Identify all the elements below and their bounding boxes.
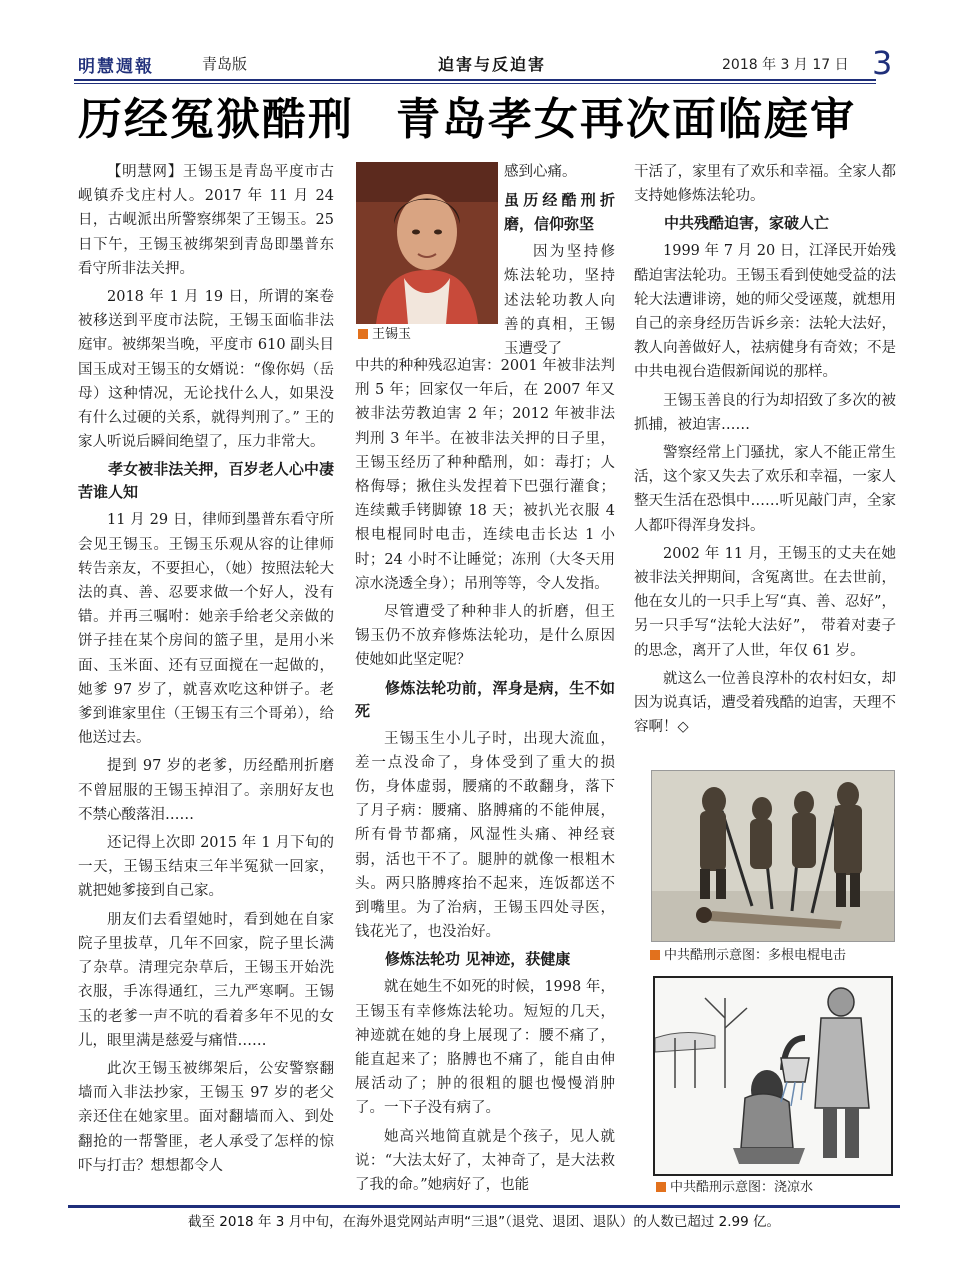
paragraph: 警察经常上门骚扰，家人不能正常生活，这个家又失去了欢乐和幸福，一家人整天生活在恐惧中……听见敲门声，全家人都吓得浑身发抖。 (634, 445, 896, 534)
portrait-image (356, 162, 498, 324)
illustration-1-caption-text: 中共酷刑示意图：多根电棍电击 (664, 948, 847, 963)
torture-illustration-cold-water (653, 976, 893, 1176)
paragraph: 朋友们去看望她时，看到她在自家院子里拔草，几年不回家，院子里长满了杂草。清理完杂草后，王锡玉开始洗衣服，手冻得通红，三九严寒啊。王锡玉的老爹一声不吭的看着多年不见的女儿，眼里满是慈爱与痛惜…… (78, 911, 334, 1049)
subheading: 虽历经酷刑折磨，信仰弥坚 (504, 191, 615, 234)
issue-date: 2018 年 3 月 17 日 (722, 57, 849, 73)
subheading: 中共残酷迫害，家破人亡 (664, 214, 830, 233)
illustration-2-caption (656, 1180, 813, 1196)
paragraph: 2002 年 11 月，王锡玉的丈夫在她被非法关押期间，含冤离世。在去世前，他在女儿的一只手上写“真、善、忍好”，另一只手写“法轮大法好”， 带着对妻子的思念，离开了人世，年仅 61 岁。 (634, 545, 896, 659)
paragraph: 就在她生不如死的时候，1998 年，王锡玉有幸修炼法轮功。短短的几天，神迹就在她的身上展现了：腰不痛了，能直起来了；胳膊也不痛了，能自由伸展活动了；肿的很粗的腿也慢慢消肿了。一下子没有病了。 (355, 979, 615, 1117)
paragraph: 感到心痛。 (504, 164, 577, 180)
page-number: 3 (872, 44, 893, 82)
masthead (78, 44, 900, 82)
subheading: 修炼法轮功 见神迹，获健康 (385, 950, 571, 969)
masthead-rule (74, 79, 876, 84)
caption-marker-icon (656, 1182, 666, 1192)
headline-part-2: 青岛孝女再次面临庭审 (396, 94, 856, 145)
caption-marker-icon (650, 950, 660, 960)
illustration-1-caption (650, 948, 846, 964)
paragraph: 王锡玉善良的行为却招致了多次的被抓捕，被迫害…… (634, 392, 896, 433)
edition-label: 青岛版 (202, 55, 248, 73)
headline (78, 92, 900, 148)
paragraph: 还记得上次即 2015 年 1 月下旬的一天，王锡玉结束三年半冤狱一回家，就把她爹接到自己家。 (78, 835, 334, 900)
paragraph: 此次王锡玉被绑架后，公安警察翻墙而入非法抄家，王锡玉 97 岁的老父亲还住在她家里。面对翻墙而入、到处翻抢的一帮警匪，老人承受了怎样的惊吓与打击？想想都令人 (78, 1060, 334, 1174)
portrait-caption (358, 327, 411, 343)
headline-part-1: 历经冤狱酷刑 (78, 94, 354, 145)
article-column-3 (634, 160, 896, 743)
portrait-photo (356, 162, 498, 324)
illustration-drawing (652, 771, 895, 942)
paragraph: 干活了，家里有了欢乐和幸福。全家人都支持她修炼法轮功。 (634, 164, 896, 205)
article-column-1 (78, 160, 334, 1182)
paragraph: 中共的种种残忍迫害：2001 年被非法判刑 5 年；回家仅一年后，在 2007 年又被非法劳教迫害 2 年；2012 年被非法判刑 3 年半。在被非法关押的日子里，王锡玉经历了种种酷刑，如：毒打；人格侮辱；揪住头发捏着下巴强行灌食；连续戴手铐脚镣 18 天；被扒光衣服 4 根电棍同时电击，连续电击长达 1 小时；24 小时不让睡觉；冻刑（大冬天用凉水浇透全身）；吊刑等等，令人发指。 (355, 358, 615, 592)
paragraph: 11 月 29 日，律师到墨普东看守所会见王锡玉。王锡玉乐观从容的让律师转告亲友，不要担心，（她）按照法轮大法的真、善、忍要求做一个好人，没有错。并再三嘱咐：她亲手给老父亲做的饼子挂在某个房间的篮子里，是用小米面、玉米面、还有豆面搅在一起做的，她爹 97 岁了，就喜欢吃这种饼子。老爹到谁家里住（王锡玉有三个哥弟），给他送过去。 (78, 512, 334, 747)
paragraph: 提到 97 岁的老爹，历经酷刑折磨不曾屈服的王锡玉掉泪了。亲朋好友也不禁心酸落泪…… (78, 758, 334, 823)
subheading: 孝女被非法关押，百岁老人心中凄苦谁人知 (78, 460, 334, 502)
subheading: 修炼法轮功前，浑身是病，生不如死 (355, 678, 615, 720)
paragraph: 1999 年 7 月 20 日，江泽民开始残酷迫害法轮功。王锡玉看到使她受益的法轮大法遭诽谤，她的师父受诬蔑，就想用自己的亲身经历告诉乡亲：法轮大法好，教人向善做好人，祛病健身有奇效；不是中共电视台造假新闻说的那样。 (634, 243, 896, 381)
footer-rule (68, 1205, 900, 1208)
paragraph: 【明慧网】王锡玉是青岛平度市古岘镇乔戈庄村人。2017 年 11 月 24 日，古岘派出所警察绑架了王锡玉。25 日下午，王锡玉被绑架到青岛即墨普东看守所非法关押。 (78, 164, 334, 277)
paragraph: 因为坚持修炼法轮功，坚持述法轮功教人向善的真相，王锡玉遭受了 (504, 244, 615, 358)
paragraph: 王锡玉生小儿子时，出现大流血，差一点没命了，身体受到了重大的损伤，身体虚弱，腰痛的不敢翻身，落下了月子病：腰痛、胳膊痛的不能伸展，所有骨节都痛，风湿性头痛、神经衰弱，活也干不了。腿肿的就像一根粗木头。两只胳膊疼抬不起来，连饭都送不到嘴里。为了治病，王锡玉四处寻医，钱花光了，也没治好。 (355, 730, 615, 941)
article-column-2 (355, 354, 615, 1201)
illustration-2-caption-text: 中共酷刑示意图：浇凉水 (670, 1180, 814, 1195)
paragraph: 2018 年 1 月 19 日，所谓的案卷被移送到平度市法院，王锡玉面临非法庭审。被绑架当晚，平度市 610 副头目国玉成对王锡玉的女婿说：“像你妈（岳母）这种情况，无论找什么人，如果没有什么过硬的关系，就得判刑了。” 王的家人听说后瞬间绝望了，压力非常大。 (78, 289, 334, 451)
section-title: 迫害与反迫害 (438, 55, 547, 74)
newspaper-brand: 明慧週報 (78, 57, 154, 77)
portrait-caption-text: 王锡玉 (372, 327, 412, 342)
footer-notice: 截至 2018 年 3 月中旬，在海外退党网站声明“三退”（退党、退团、退队）的人数已超过 2.99 亿。 (188, 1214, 780, 1230)
paragraph: 就这么一位善良淳朴的农村妇女，却因为说真话，遭受着残酷的迫害，天理不容啊！◇ (634, 670, 896, 736)
paragraph: 尽管遭受了种种非人的折磨，但王锡玉仍不放弃修炼法轮功，是什么原因使她如此坚定呢？ (355, 604, 615, 669)
paragraph: 她高兴地简直就是个孩子，见人就说：“大法太好了，太神奇了，是大法救了我的命。”她病好了，也能 (355, 1128, 615, 1194)
torture-illustration-electric-batons (651, 770, 895, 942)
article-column-2-top (504, 160, 615, 365)
caption-marker-icon (358, 329, 368, 339)
illustration-drawing (655, 978, 891, 1174)
